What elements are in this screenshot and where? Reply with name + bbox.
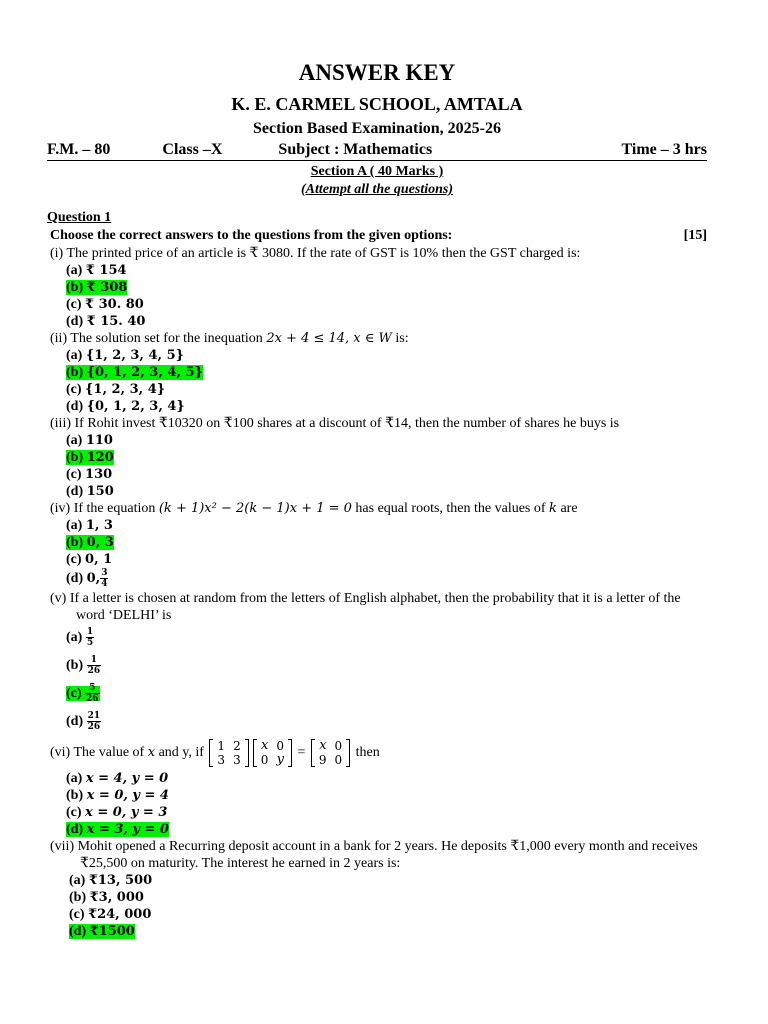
marks-label: [15] — [683, 228, 707, 243]
question-text: (v) If a letter is chosen at random from the letters of English alphabet, then the probability that it is a letter of the word ‘DELHI’ is — [50, 591, 681, 623]
option-d: (d) 0, $\frac{3}{4}$ — [66, 568, 108, 590]
option-a: (a) ₹ 154 — [66, 263, 127, 278]
class-label: Class –X — [162, 141, 223, 158]
fraction: $\frac{3}{4}$ — [101, 568, 108, 590]
option-b-correct: (b) ₹ 308 — [66, 280, 128, 295]
option-c: (c) ₹24, 000 — [69, 907, 152, 922]
exam-meta-row — [47, 140, 707, 161]
subject-label: Subject : Mathematics — [278, 141, 433, 158]
option-b: (b) x = 0, y = 4 — [66, 788, 169, 803]
attempt-note: (Attempt all the questions) — [300, 182, 454, 197]
fraction: $\frac{5}{26}$ — [86, 683, 99, 705]
school-name: K. E. CARMEL SCHOOL, AMTALA — [231, 94, 523, 114]
instruction-row — [47, 227, 707, 245]
option-b: (b) $\frac{1}{26}$ — [66, 655, 101, 677]
option-c: (c) ₹ 30. 80 — [66, 297, 144, 312]
option-d: (d) ₹ 15. 40 — [66, 314, 146, 329]
question-text: (iii) If Rohit invest ₹10320 on ₹100 shares at a discount of ₹14, then the number of shares he buys is — [50, 416, 620, 431]
instruction-text: Choose the correct answers to the questions from the given options: — [50, 228, 453, 243]
option-b: (b) ₹3, 000 — [69, 890, 144, 905]
option-a: (a) ₹13, 500 — [69, 873, 153, 888]
option-a: (a) 1, 3 — [66, 518, 113, 533]
page-title: ANSWER KEY — [298, 60, 456, 85]
fraction: $\frac{1}{26}$ — [87, 655, 101, 677]
option-c: (c) x = 0, y = 3 — [66, 805, 168, 820]
matrix-a: 1 2 3 3 — [209, 739, 248, 767]
question-text: (i) The printed price of an article is ₹ 3080. If the rate of GST is 10% then the GST charged is: — [50, 246, 581, 261]
answer-key-page — [47, 58, 707, 940]
option-c: (c) {1, 2, 3, 4} — [66, 382, 166, 397]
option-c: (c) 130 — [66, 467, 113, 482]
fraction: $\frac{21}{26}$ — [87, 711, 101, 733]
question-text: (vi) The value of x and y, if 1 2 3 3 x 0 0 y = x 0 9 0 then — [50, 737, 380, 767]
option-a: (a) 110 — [66, 433, 113, 448]
option-d-correct: (d) x = 3, y = 0 — [66, 822, 169, 837]
exam-name: Section Based Examination, 2025-26 — [252, 120, 501, 137]
option-a: (a) $\frac{1}{5}$ — [66, 627, 94, 649]
option-d: (d) $\frac{21}{26}$ — [66, 711, 101, 733]
option-a: (a) x = 4, y = 0 — [66, 771, 169, 786]
full-marks: F.M. – 80 — [47, 141, 111, 158]
option-b-correct: (b) 120 — [66, 450, 114, 465]
option-d: (d) {0, 1, 2, 3, 4} — [66, 399, 185, 414]
option-b-correct: (b) {0, 1, 2, 3, 4, 5} — [66, 365, 203, 380]
option-c: (c) 0, 1 — [66, 552, 113, 567]
matrix-b: x 0 0 y — [253, 739, 292, 767]
option-b-correct: (b) 0, 3 — [66, 535, 114, 550]
fraction: $\frac{1}{5}$ — [86, 627, 94, 649]
question-text: (ii) The solution set for the inequation 2x + 4 ≤ 14, x ∈ W is: — [50, 331, 409, 346]
option-c-correct: (c) $\frac{5}{26}$ — [66, 683, 99, 705]
matrix-c: x 0 9 0 — [311, 739, 350, 767]
option-d: (d) 150 — [66, 484, 114, 499]
section-heading: Section A ( 40 Marks ) — [310, 164, 444, 179]
question-text: (vii) Mohit opened a Recurring deposit account in a bank for 2 years. He deposits ₹1,000 every month and receives ₹25,500 on maturity. The interest he earned in 2 years is: — [50, 839, 698, 871]
question-heading: Question 1 — [47, 210, 112, 225]
option-d-correct: (d) ₹1500 — [69, 924, 135, 939]
option-a: (a) {1, 2, 3, 4, 5} — [66, 348, 184, 363]
time-label: Time – 3 hrs — [621, 141, 707, 158]
question-text: (iv) If the equation (k + 1)x² − 2(k − 1)x + 1 = 0 has equal roots, then the values of k are — [50, 501, 578, 516]
